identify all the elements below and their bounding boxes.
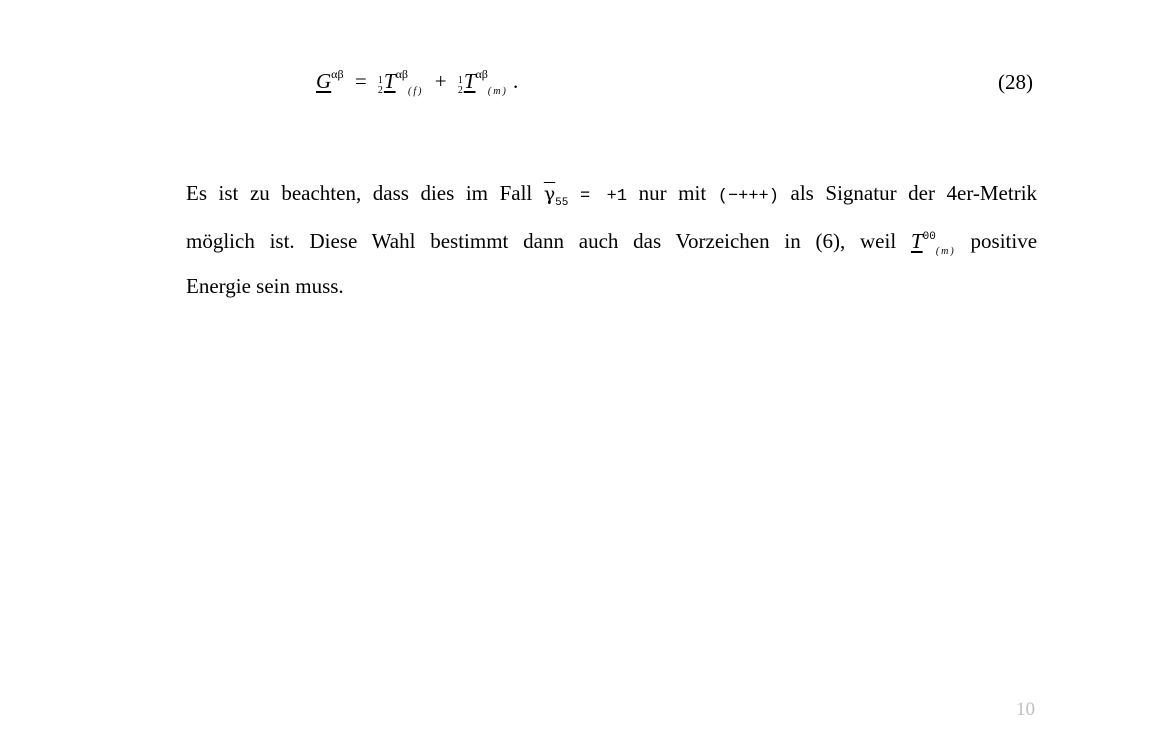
eq-term1-subscript: (f) bbox=[408, 86, 424, 97]
eq-half-1-den: 2 bbox=[377, 85, 383, 96]
eq-period: . bbox=[513, 69, 519, 93]
paragraph-line-2 bbox=[186, 220, 1037, 269]
eq-term2-superscript: αβ bbox=[475, 67, 488, 81]
eq-lhs-G: G bbox=[316, 69, 332, 93]
paragraph-line-3: Energie sein muss. bbox=[186, 274, 344, 298]
eq-term1-T: T bbox=[383, 69, 396, 93]
gamma-subscript: 55 bbox=[555, 197, 569, 209]
eq-half-2-den: 2 bbox=[457, 85, 463, 96]
eq-equals: = bbox=[354, 69, 367, 93]
equation-number: (28) bbox=[998, 70, 1033, 94]
eq-term2-T: T bbox=[463, 69, 476, 93]
line2-text-b: positive bbox=[970, 229, 1038, 253]
eq-half-1 bbox=[378, 76, 383, 96]
line2-text-a: möglich ist. Diese Wahl bestimmt dann auch das Vorzeichen in (6), weil bbox=[186, 229, 897, 253]
gamma-55-expression bbox=[543, 181, 628, 209]
line1-text-a: Es ist zu beachten, dass dies im Fall bbox=[186, 181, 533, 205]
gamma-value: = +1 bbox=[579, 187, 628, 206]
T00-expression bbox=[910, 229, 956, 257]
eq-plus: + bbox=[434, 69, 447, 93]
eq-half-1-num: 1 bbox=[377, 75, 383, 86]
page-number: 10 bbox=[1016, 699, 1035, 720]
body-paragraph bbox=[186, 176, 1037, 303]
eq-half-2-num: 1 bbox=[457, 75, 463, 86]
T-superscript: 00 bbox=[922, 231, 936, 243]
eq-term2-subscript: (m) bbox=[487, 86, 508, 97]
T-symbol: T bbox=[910, 229, 923, 253]
T-subscript: (m) bbox=[935, 246, 956, 257]
eq-term1-superscript: αβ bbox=[395, 67, 409, 81]
gamma-symbol: $\overline{\gamma}$ bbox=[543, 183, 556, 205]
signature-expression: (−+++) bbox=[717, 187, 779, 206]
equation-28 bbox=[316, 68, 518, 97]
eq-half-2 bbox=[458, 76, 463, 96]
line1-text-b: nur mit bbox=[638, 181, 707, 205]
line1-text-c: als Signatur der 4er-Metrik bbox=[790, 181, 1038, 205]
paragraph-line-1 bbox=[186, 176, 1037, 220]
eq-lhs-superscript: αβ bbox=[331, 67, 344, 81]
